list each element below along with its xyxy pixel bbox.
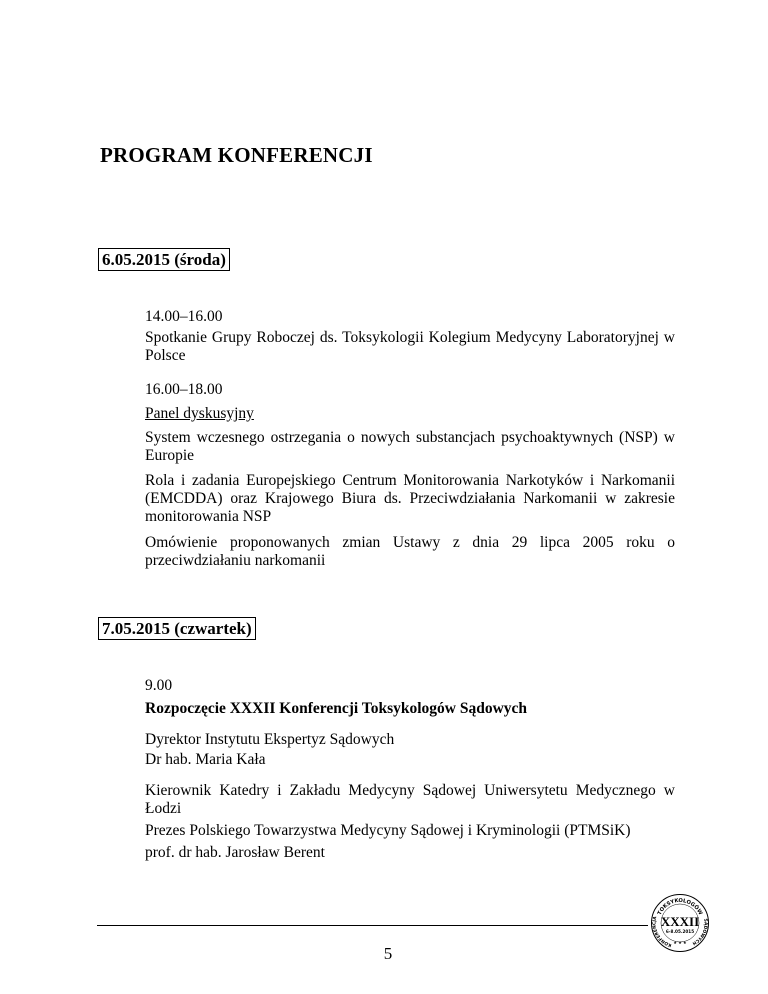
day-date-box: 6.05.2015 (środa) bbox=[98, 248, 230, 271]
session-heading: Panel dyskusyjny bbox=[145, 405, 254, 422]
session-title: Rozpoczęcie XXXII Konferencji Toksykologów Sądowych bbox=[145, 700, 528, 717]
svg-text:KONFERENCJA: KONFERENCJA bbox=[652, 916, 673, 948]
session-time: 14.00–16.00 bbox=[145, 308, 223, 325]
page-number: 5 bbox=[383, 944, 393, 963]
footer-rule bbox=[97, 925, 648, 926]
speaker-role: Prezes Polskiego Towarzystwa Medycyny Sądowej i Kryminologii (PTMSiK) bbox=[145, 822, 631, 839]
conference-seal-icon bbox=[650, 893, 710, 953]
session-description: Spotkanie Grupy Roboczej ds. Toksykologii Kolegium Medycyny Laboratoryjnej w Polsce bbox=[145, 329, 675, 364]
speaker-role: Dyrektor Instytutu Ekspertyz Sądowych bbox=[145, 731, 395, 748]
speaker-role: Kierownik Katedry i Zakładu Medycyny Sądowej Uniwersytetu Medycznego w Łodzi bbox=[145, 782, 675, 817]
session-item: System wczesnego ostrzegania o nowych substancjach psychoaktywnych (NSP) w Europie bbox=[145, 429, 675, 464]
speaker-name: prof. dr hab. Jarosław Berent bbox=[145, 844, 325, 861]
speaker-name: Dr hab. Maria Kała bbox=[145, 751, 266, 768]
svg-text:★ ★ ★: ★ ★ ★ bbox=[673, 940, 687, 945]
session-item: Omówienie proponowanych zmian Ustawy z dnia 29 lipca 2005 roku o przeciwdziałaniu narkomanii bbox=[145, 534, 675, 569]
svg-text:SĄDOWYCH: SĄDOWYCH bbox=[691, 918, 708, 946]
day-date-box: 7.05.2015 (czwartek) bbox=[98, 617, 256, 640]
session-time: 9.00 bbox=[145, 677, 173, 694]
session-time: 16.00–18.00 bbox=[145, 381, 223, 398]
session-item: Rola i zadania Europejskiego Centrum Monitorowania Narkotyków i Narkomanii (EMCDDA) oraz Krajowego Biura ds. Przeciwdziałania Narkomanii w zakresie monitorowania NSP bbox=[145, 472, 675, 525]
svg-text:TOKSYKOLOGÓW: TOKSYKOLOGÓW bbox=[656, 897, 704, 917]
svg-text:6-8.05.2015: 6-8.05.2015 bbox=[665, 929, 695, 934]
page-title: PROGRAM KONFERENCJI bbox=[100, 143, 373, 167]
svg-text:XXXII: XXXII bbox=[660, 914, 700, 929]
